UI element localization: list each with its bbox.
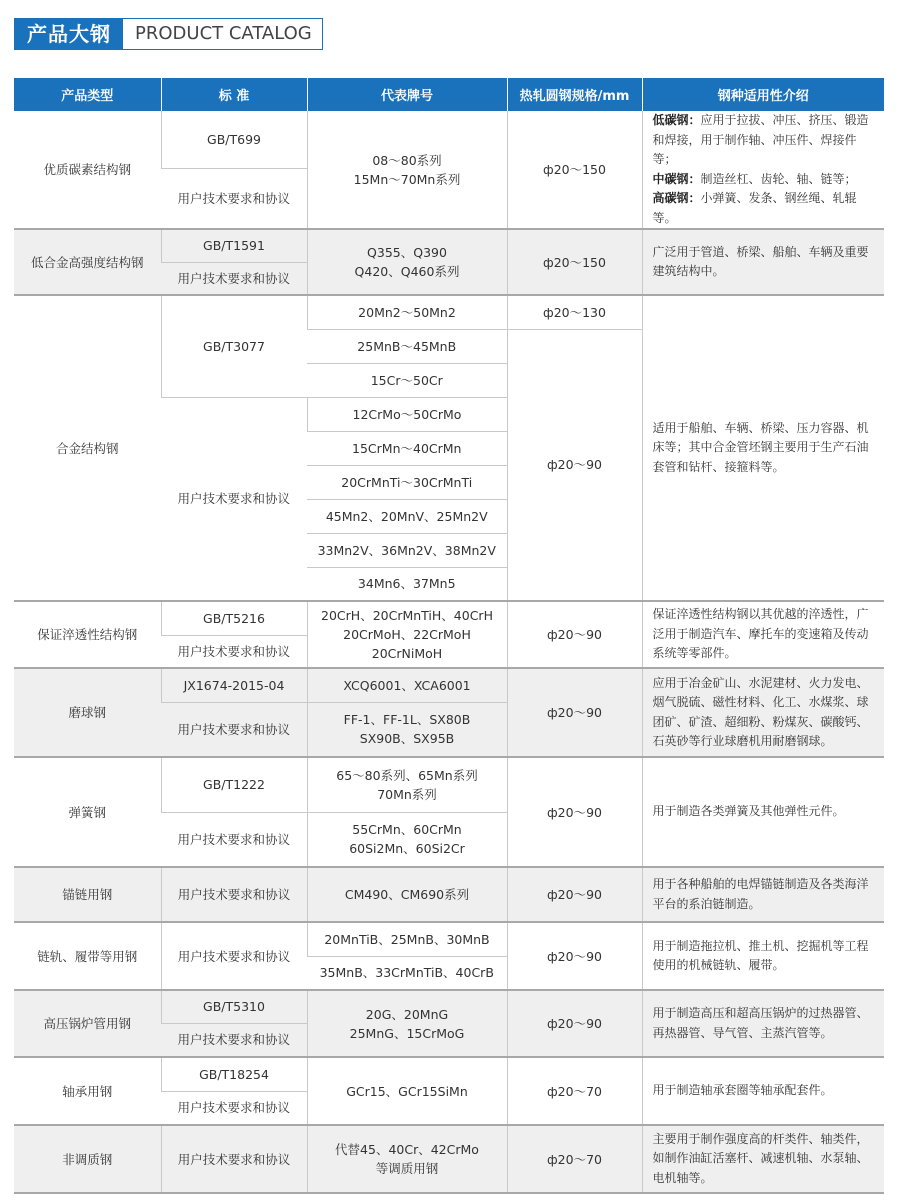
grade: 15Mn～70Mn系列: [353, 171, 461, 187]
standard: 用户技术要求和协议: [161, 1091, 307, 1125]
standard: 用户技术要求和协议: [161, 262, 307, 295]
grade: 15CrMn～40CrMn: [307, 431, 507, 465]
grade: 20CrMoH、22CrMoH: [343, 627, 471, 642]
intro-text: 小弹簧、发条、钢丝绳、轧辊等。: [652, 191, 857, 225]
grade: FF-1、FF-1L、SX80B: [343, 712, 471, 728]
spec: ф20～90: [507, 757, 642, 867]
intro: 应用于冶金矿山、水泥建材、火力发电、烟气脱硫、磁性材料、化工、水煤浆、球团矿、矿渣、超细粉、粉煤灰、碳酸钙、石英砂等行业球磨机用耐磨钢球。: [642, 668, 884, 757]
table-row-group: [14, 922, 884, 990]
grade: SX90B、SX95B: [359, 731, 455, 747]
product-type: 链轨、履带等用钢: [14, 922, 161, 990]
spec: ф20～150: [507, 229, 642, 295]
standard: 用户技术要求和协议: [161, 922, 307, 990]
table-row-group: [14, 757, 884, 867]
grade: 20MnTiB、25MnB、30MnB: [307, 922, 507, 956]
col-product-type: 产品类型: [14, 78, 161, 111]
grade: 08～80系列: [372, 152, 442, 168]
grade: 60Si2Mn、60Si2Cr: [349, 841, 465, 857]
product-type: 锚链用钢: [14, 867, 161, 922]
grade: 70Mn系列: [377, 786, 437, 802]
product-type: 磨球钢: [14, 668, 161, 757]
grade: 20G、20MnG: [365, 1006, 449, 1022]
standard: 用户技术要求和协议: [161, 1125, 307, 1193]
intro: 广泛用于管道、桥梁、船舶、车辆及重要建筑结构中。: [642, 229, 884, 295]
standard: JX1674-2015-04: [161, 668, 307, 702]
grade: 12CrMo～50CrMo: [307, 397, 507, 431]
intro-key: 中碳钢：: [652, 171, 701, 186]
product-table: [14, 78, 884, 1194]
grade: 20CrNiMoH: [371, 646, 443, 661]
spec: ф20～90: [507, 601, 642, 668]
grade: 33Mn2V、36Mn2V、38Mn2V: [307, 533, 507, 567]
standard: 用户技术要求和协议: [161, 702, 307, 757]
grade: CM490、CM690系列: [307, 867, 507, 922]
intro-text: 制造丝杠、齿轮、轴、链等；: [700, 171, 857, 186]
intro: 适用于船舶、车辆、桥梁、压力容器、机床等；其中合金管坯钢主要用于生产石油套管和钻杆、接箍料等。: [642, 295, 884, 601]
grade-cell: [307, 111, 507, 229]
grade: 45Mn2、20MnV、25Mn2V: [307, 499, 507, 533]
catalog-header: [14, 18, 323, 50]
table-row-group: [14, 111, 884, 229]
intro: 主要用于制作强度高的杆类件、轴类件，如制作油缸活塞杆、减速机轴、水泵轴、电机轴等。: [642, 1125, 884, 1193]
intro-key: 低碳钢：: [652, 113, 701, 127]
product-type: 优质碳素结构钢: [14, 111, 161, 229]
grade: GCr15、GCr15SiMn: [307, 1057, 507, 1125]
product-type: 弹簧钢: [14, 757, 161, 867]
grade-cell: [307, 1125, 507, 1193]
intro: 用于制造各类弹簧及其他弹性元件。: [642, 757, 884, 867]
intro: 用于制造轴承套圈等轴承配套件。: [642, 1057, 884, 1125]
product-type: 非调质钢: [14, 1125, 161, 1193]
table-row-group: [14, 601, 884, 668]
spec: ф20～90: [507, 922, 642, 990]
table-header-row: [14, 78, 884, 111]
grade-cell: [307, 990, 507, 1057]
intro-text: 应用于拉拔、冲压、挤压、锻造和焊接，用于制作轴、冲压件、焊接件等；: [652, 113, 869, 166]
grade: 20CrMnTi～30CrMnTi: [307, 465, 507, 499]
spec: ф20～130: [507, 295, 642, 329]
standard: 用户技术要求和协议: [161, 867, 307, 922]
table-row-group: [14, 1057, 884, 1125]
spec: ф20～90: [507, 668, 642, 757]
standard: 用户技术要求和协议: [161, 1023, 307, 1057]
grade-cell: [307, 601, 507, 668]
standard: GB/T1222: [161, 757, 307, 812]
catalog-title-en: PRODUCT CATALOG: [123, 18, 323, 50]
grade: 等调质用钢: [375, 1161, 439, 1176]
product-type: 合金结构钢: [14, 295, 161, 601]
grade-cell: [307, 757, 507, 812]
intro-key: 高碳钢：: [652, 191, 701, 205]
standard: GB/T18254: [161, 1057, 307, 1091]
grade: Q420、Q460系列: [354, 264, 460, 279]
spec: ф20～90: [507, 990, 642, 1057]
product-type: 保证淬透性结构钢: [14, 601, 161, 668]
grade-cell: [307, 229, 507, 295]
spec: ф20～150: [507, 111, 642, 229]
standard: GB/T1591: [161, 229, 307, 262]
spec: ф20～90: [507, 867, 642, 922]
product-type: 高压锅炉管用钢: [14, 990, 161, 1057]
product-type: 低合金高强度结构钢: [14, 229, 161, 295]
grade: 25MnB～45MnB: [307, 329, 507, 363]
table-row-group: [14, 867, 884, 922]
col-grades: 代表牌号: [307, 78, 507, 111]
standard: 用户技术要求和协议: [161, 812, 307, 867]
intro: [642, 111, 884, 229]
table-row-group: [14, 668, 884, 757]
standard: 用户技术要求和协议: [161, 169, 307, 229]
grade-cell: [307, 702, 507, 757]
catalog-title-cn: 产品大钢: [14, 18, 123, 50]
grade: Q355、Q390: [367, 245, 447, 260]
table-row-group: [14, 295, 884, 601]
table-row-group: [14, 229, 884, 295]
table-row-group: [14, 990, 884, 1057]
grade: 55CrMn、60CrMn: [352, 822, 462, 838]
intro: 用于制造高压和超高压锅炉的过热器管、再热器管、导气管、主蒸汽管等。: [642, 990, 884, 1057]
grade: 代替45、40Cr、42CrMo: [335, 1142, 479, 1157]
col-intro: 钢种适用性介绍: [642, 78, 884, 111]
grade: 20CrH、20CrMnTiH、40CrH: [321, 608, 493, 623]
table-row-group: [14, 1125, 884, 1193]
intro: 用于各种船舶的电焊锚链制造及各类海洋平台的系泊链制造。: [642, 867, 884, 922]
col-standard: 标 准: [161, 78, 307, 111]
spec: ф20～70: [507, 1125, 642, 1193]
grade: XCQ6001、XCA6001: [307, 668, 507, 702]
intro: 用于制造拖拉机、推土机、挖掘机等工程使用的机械链轨、履带。: [642, 922, 884, 990]
standard: GB/T3077: [161, 295, 307, 397]
col-spec: 热轧圆钢规格/mm: [507, 78, 642, 111]
grade: 25MnG、15CrMoG: [349, 1025, 465, 1041]
standard: 用户技术要求和协议: [161, 397, 307, 601]
grade-cell: [307, 812, 507, 867]
grade: 65～80系列、65Mn系列: [336, 767, 478, 783]
grade: 15Cr～50Cr: [307, 363, 507, 397]
intro: 保证淬透性结构钢以其优越的淬透性，广泛用于制造汽车、摩托车的变速箱及传动系统等零部件。: [642, 601, 884, 668]
spec: ф20～90: [507, 329, 642, 601]
standard: GB/T699: [161, 111, 307, 169]
standard: GB/T5216: [161, 601, 307, 635]
grade: 20Mn2～50Mn2: [307, 295, 507, 329]
standard: GB/T5310: [161, 990, 307, 1023]
standard: 用户技术要求和协议: [161, 635, 307, 668]
product-type: 轴承用钢: [14, 1057, 161, 1125]
grade: 35MnB、33CrMnTiB、40CrB: [307, 956, 507, 990]
spec: ф20～70: [507, 1057, 642, 1125]
grade: 34Mn6、37Mn5: [307, 567, 507, 601]
